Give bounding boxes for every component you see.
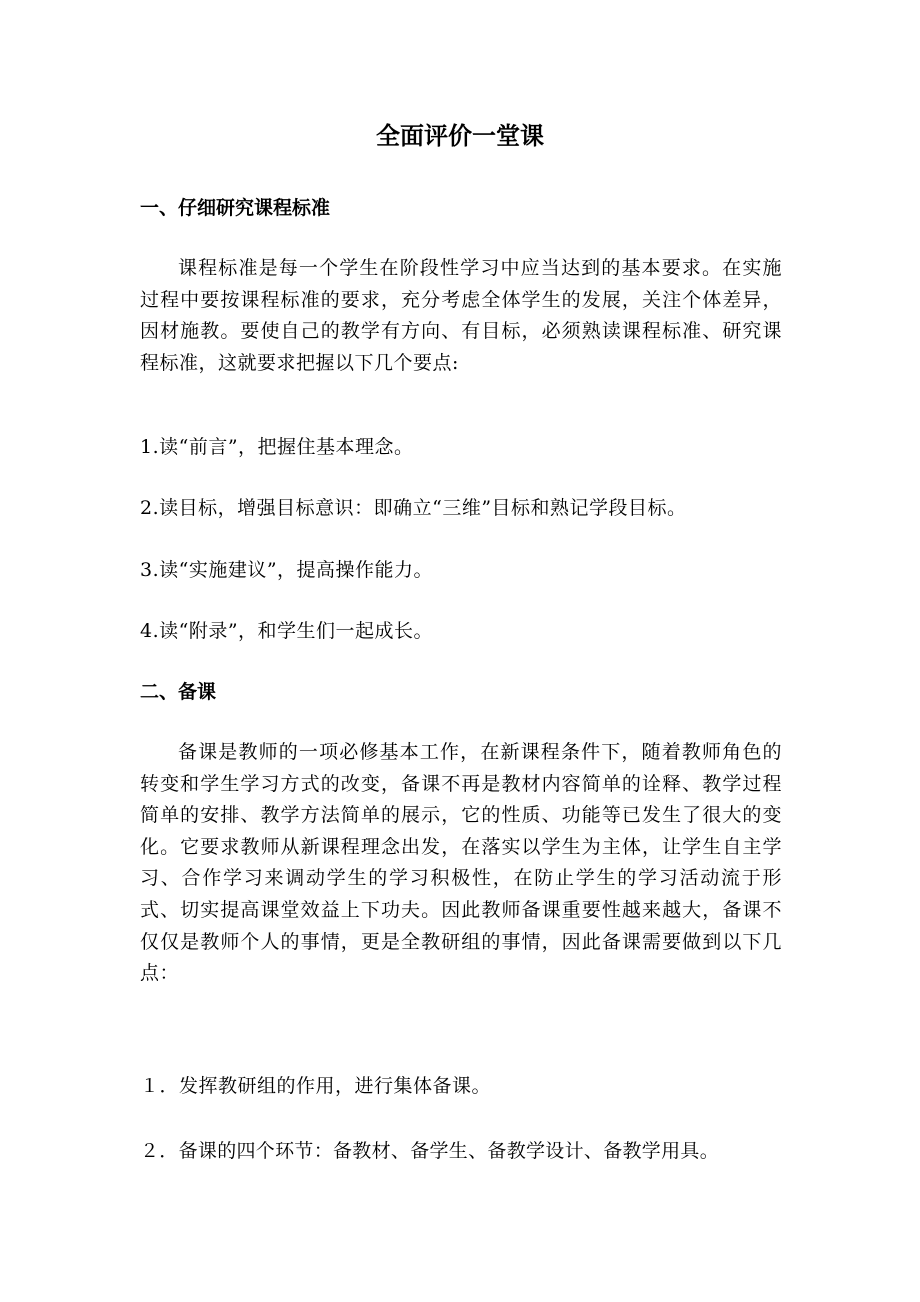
section-2-paragraph: 备课是教师的一项必修基本工作，在新课程条件下，随着教师角色的转变和学生学习方式的改变，备课不再是教材内容简单的诠释、教学过程简单的安排、教学方法简单的展示，它的性质、功能等已发生了很大的变化。它要求教师从新课程理念出发，在落实以学生为主体，让学生自主学习、合作学习来调动学生的学习积极性，在防止学生的学习活动流于形式、切实提高课堂效益上下功夫。因此教师备课重要性越来越大，备课不仅仅是教师个人的事情，更是全教研组的事情，因此备课需要做到以下几点： [140,741,782,985]
section-2-item-2: ２．备课的四个环节：备教材、备学生、备教学设计、备教学用具。 [140,1140,720,1162]
section-2-heading: 二、备课 [140,681,217,703]
section-1-item-4: 4.读“附录”，和学生们一起成长。 [140,620,434,642]
section-1-item-3: 3.读“实施建议”，提高操作能力。 [140,559,434,581]
section-1-item-1: 1.读“前言”，把握住基本理念。 [140,436,414,458]
section-2-item-1: １．发挥教研组的作用，进行集体备课。 [140,1075,492,1097]
section-1-item-2: 2.读目标，增强目标意识：即确立“三维”目标和熟记学段目标。 [140,497,687,519]
section-1-paragraph: 课程标准是每一个学生在阶段性学习中应当达到的基本要求。在实施过程中要按课程标准的要求，充分考虑全体学生的发展，关注个体差异，因材施教。要使自己的教学有方向、有目标，必须熟读课程标准、研究课程标准，这就要求把握以下几个要点: [140,257,782,374]
document-title: 全面评价一堂课 [376,122,544,150]
section-1-heading: 一、仔细研究课程标准 [140,197,331,219]
